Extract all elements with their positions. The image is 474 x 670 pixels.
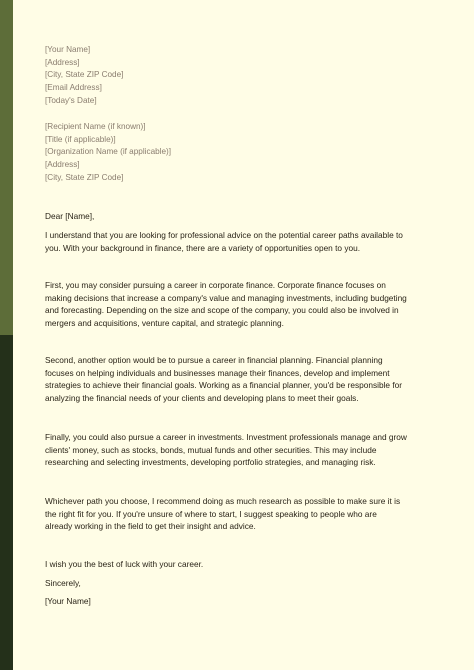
sender-block	[45, 44, 435, 108]
closing-text: Sincerely,	[45, 578, 81, 588]
signature-text: [Your Name]	[45, 596, 91, 606]
sender-email: [Email Address]	[45, 83, 102, 93]
paragraph-line: strategies to achieve their financial goals. Working as a financial planner, you'd be responsible for	[45, 380, 403, 391]
recipient-title: [Title (if applicable)]	[45, 134, 116, 144]
paragraph-line: First, you may consider pursuing a career in corporate finance. Corporate finance focuses on	[45, 280, 386, 290]
letter-page	[13, 0, 474, 670]
paragraph-line: already working in the field to get their insight and advice.	[45, 521, 256, 532]
sender-city-state-zip: [City, State ZIP Code]	[45, 70, 124, 80]
paragraph-line: mergers and acquisitions, venture capital, and strategic planning.	[45, 318, 284, 329]
paragraph-2	[45, 279, 435, 330]
paragraph-line: and forecasting. Depending on the size and scope of the company, you could also be involved in	[45, 305, 399, 316]
recipient-address: [Address]	[45, 160, 80, 170]
paragraph-line: you. With your background in finance, there are a variety of opportunities open to you.	[45, 242, 361, 253]
paragraph-line: Second, another option would be to pursue a career in financial planning. Financial planning	[45, 355, 383, 365]
paragraph-line: analyzing the financial needs of your clients and developing plans to meet their goals.	[45, 393, 359, 404]
paragraph-line: researching and selecting investments, developing portfolio strategies, and managing risk.	[45, 457, 376, 468]
paragraph-line: focuses on helping individuals and businesses manage their finances, develop and implement	[45, 367, 390, 378]
paragraph-3	[45, 354, 435, 405]
paragraph-line: clients' money, such as stocks, bonds, mutual funds and other securities. This may include	[45, 444, 377, 455]
paragraph-4	[45, 431, 435, 469]
sender-address: [Address]	[45, 57, 80, 67]
recipient-block	[45, 121, 435, 185]
salutation-text: Dear [Name],	[45, 211, 95, 221]
letter-date: [Today's Date]	[45, 95, 97, 105]
paragraph-line: the right fit for you. If you're unsure of where to start, I suggest speaking to people who are	[45, 508, 377, 519]
salutation	[45, 210, 435, 223]
paragraph-line: I wish you the best of luck with your career.	[45, 559, 204, 569]
signature	[45, 595, 435, 608]
recipient-city-state-zip: [City, State ZIP Code]	[45, 172, 124, 182]
closing	[45, 577, 435, 590]
paragraph-line: Whichever path you choose, I recommend doing as much research as possible to make sure it is	[45, 496, 401, 506]
paragraph-6	[45, 558, 435, 571]
recipient-organization: [Organization Name (if applicable)]	[45, 147, 172, 157]
paragraph-line: Finally, you could also pursue a career in investments. Investment professionals manage and grow	[45, 432, 407, 442]
recipient-name: [Recipient Name (if known)]	[45, 122, 146, 131]
paragraph-5	[45, 495, 435, 533]
paragraph-line: making decisions that increase a company's value and managing investments, including budgeting	[45, 292, 407, 303]
paragraph-1	[45, 229, 435, 254]
sender-name: [Your Name]	[45, 45, 91, 54]
paragraph-line: I understand that you are looking for professional advice on the potential career paths available to	[45, 230, 403, 240]
